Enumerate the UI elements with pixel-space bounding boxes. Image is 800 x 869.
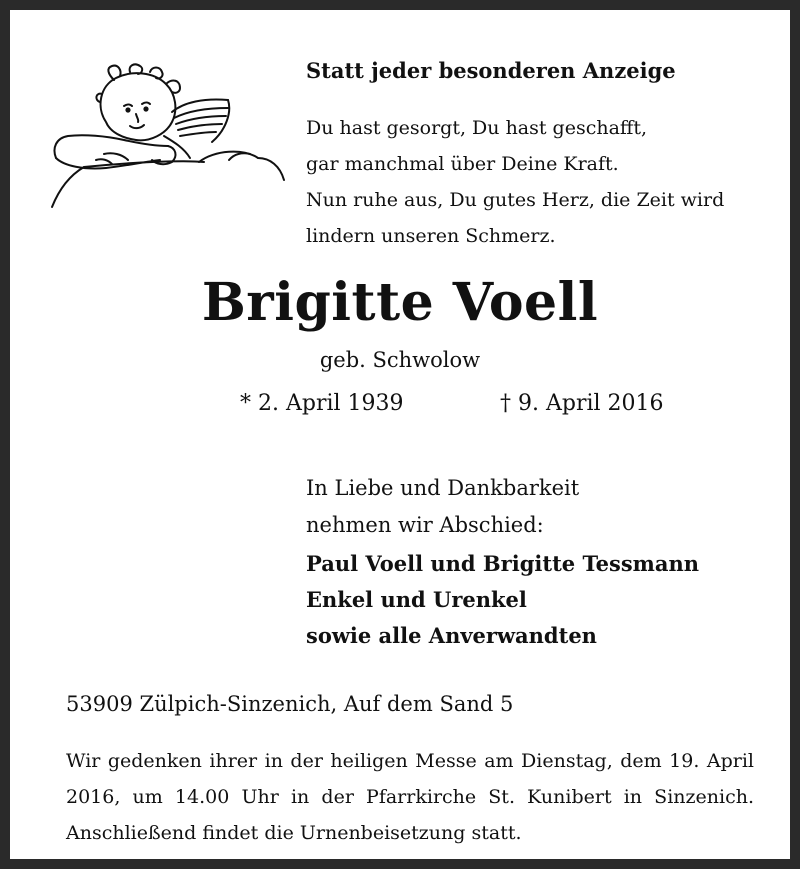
poem-line: Du hast gesorgt, Du hast geschafft, <box>306 117 648 139</box>
memorial-service-text: Wir gedenken ihrer in der heiligen Messe am Dienstag, dem 19. April 2016, um 14.00 Uhr in der Pfarrkirche St. Kunibert in Sinzenich. Anschließend findet die Urnenbeisetzung statt. <box>66 750 754 844</box>
deceased-name: Brigitte Voell <box>201 272 599 333</box>
mourner-line: sowie alle Anverwandten <box>306 623 597 648</box>
farewell-intro <box>306 470 579 544</box>
mourner-line: Enkel und Urenkel <box>306 587 527 612</box>
notice-headline: Statt jeder besonderen Anzeige <box>306 58 676 83</box>
intro-line: nehmen wir Abschied: <box>306 513 544 537</box>
poem-line: gar manchmal über Deine Kraft. <box>306 153 619 175</box>
death-date: † 9. April 2016 <box>500 391 664 416</box>
poem-line: Nun ruhe aus, Du gutes Herz, die Zeit wird <box>306 189 725 211</box>
mourners-list <box>306 546 699 654</box>
family-address: 53909 Zülpich-Sinzenich, Auf dem Sand 5 <box>66 692 514 716</box>
poem-line: lindern unseren Schmerz. <box>306 225 556 247</box>
intro-line: In Liebe und Dankbarkeit <box>306 476 580 500</box>
mourner-line: Paul Voell und Brigitte Tessmann <box>306 551 700 576</box>
cherub-on-cloud-icon <box>44 62 290 212</box>
memorial-poem <box>306 110 724 254</box>
birth-date: * 2. April 1939 <box>240 391 404 416</box>
maiden-name: geb. Schwolow <box>319 348 481 372</box>
